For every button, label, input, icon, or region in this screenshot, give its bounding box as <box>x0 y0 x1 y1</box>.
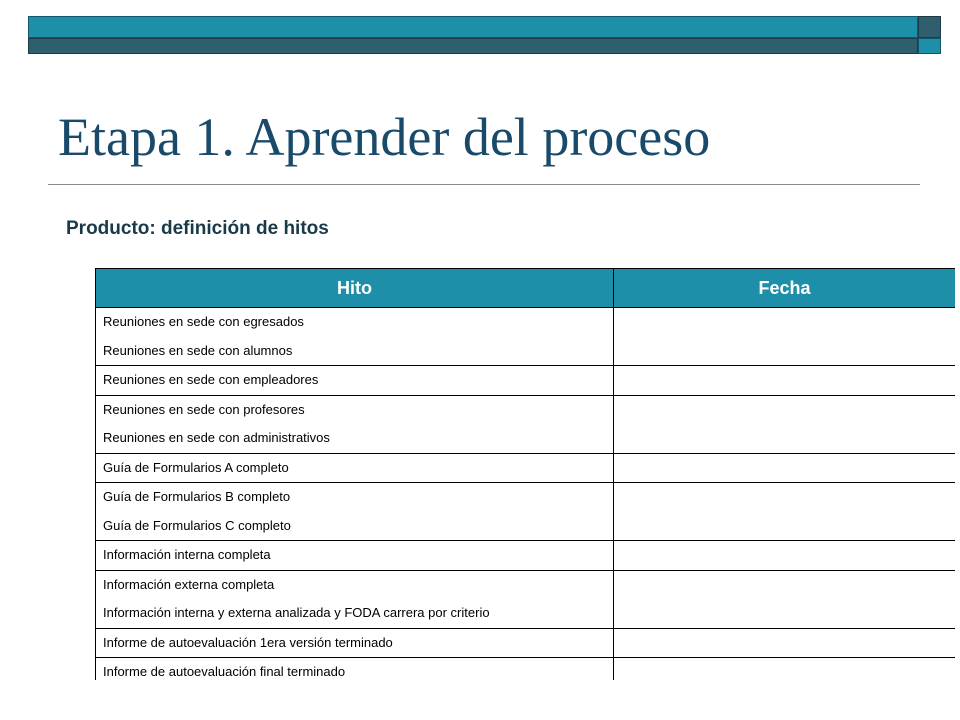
fecha-cell <box>614 395 956 453</box>
table-row <box>96 366 956 396</box>
hito-text: Reuniones en sede con egresados <box>103 314 304 329</box>
slide-subtitle: Producto: definición de hitos <box>66 218 329 239</box>
hito-cell <box>96 570 614 628</box>
fecha-cell <box>614 453 956 483</box>
hito-text: Información interna completa <box>103 547 271 562</box>
header-bar-bottom <box>28 38 918 54</box>
hito-cell <box>96 308 614 366</box>
table-row <box>96 628 956 658</box>
hito-cell <box>96 366 614 396</box>
table-row <box>96 395 956 453</box>
hito-text: Reuniones en sede con profesores <box>103 401 305 417</box>
fecha-cell <box>614 658 956 681</box>
hito-cell <box>96 395 614 453</box>
title-divider <box>48 184 920 185</box>
hito-text: Reuniones en sede con alumnos <box>103 342 293 358</box>
hito-text: Guía de Formularios A completo <box>103 459 289 475</box>
hito-cell <box>96 658 614 681</box>
table-row <box>96 570 956 628</box>
hito-text: Información externa completa <box>103 576 275 592</box>
hito-text: Informe de autoevaluación 1era versión terminado <box>103 634 393 650</box>
table-row <box>96 658 956 681</box>
hito-text: Guía de Formularios C completo <box>103 517 291 533</box>
hito-text: Informe de autoevaluación final terminado <box>103 664 346 679</box>
header-square-top <box>918 16 941 38</box>
column-header-fecha: Fecha <box>614 269 956 308</box>
header-bar-top <box>28 16 918 38</box>
fecha-cell <box>614 628 956 658</box>
milestones-table <box>95 268 955 680</box>
hito-cell <box>96 541 614 571</box>
fecha-cell <box>614 366 956 396</box>
hito-text: Reuniones en sede con empleadores <box>103 372 319 387</box>
table-header-row <box>96 269 956 308</box>
hito-cell <box>96 453 614 483</box>
slide-title: Etapa 1. Aprender del proceso <box>58 107 711 167</box>
hito-text: Información interna y externa analizada y FODA carrera por criterio <box>103 605 490 620</box>
hito-text: Guía de Formularios B completo <box>103 489 291 504</box>
hito-cell <box>96 628 614 658</box>
hito-cell <box>96 483 614 541</box>
fecha-cell <box>614 483 956 541</box>
table-row <box>96 453 956 483</box>
header-square-bottom <box>918 38 941 54</box>
hito-text: Reuniones en sede con administrativos <box>103 430 330 445</box>
column-header-hito: Hito <box>96 269 614 308</box>
table-row <box>96 483 956 541</box>
table-row <box>96 308 956 366</box>
fecha-cell <box>614 308 956 366</box>
fecha-cell <box>614 541 956 571</box>
milestones-table-container <box>95 268 955 680</box>
fecha-cell <box>614 570 956 628</box>
table-row <box>96 541 956 571</box>
